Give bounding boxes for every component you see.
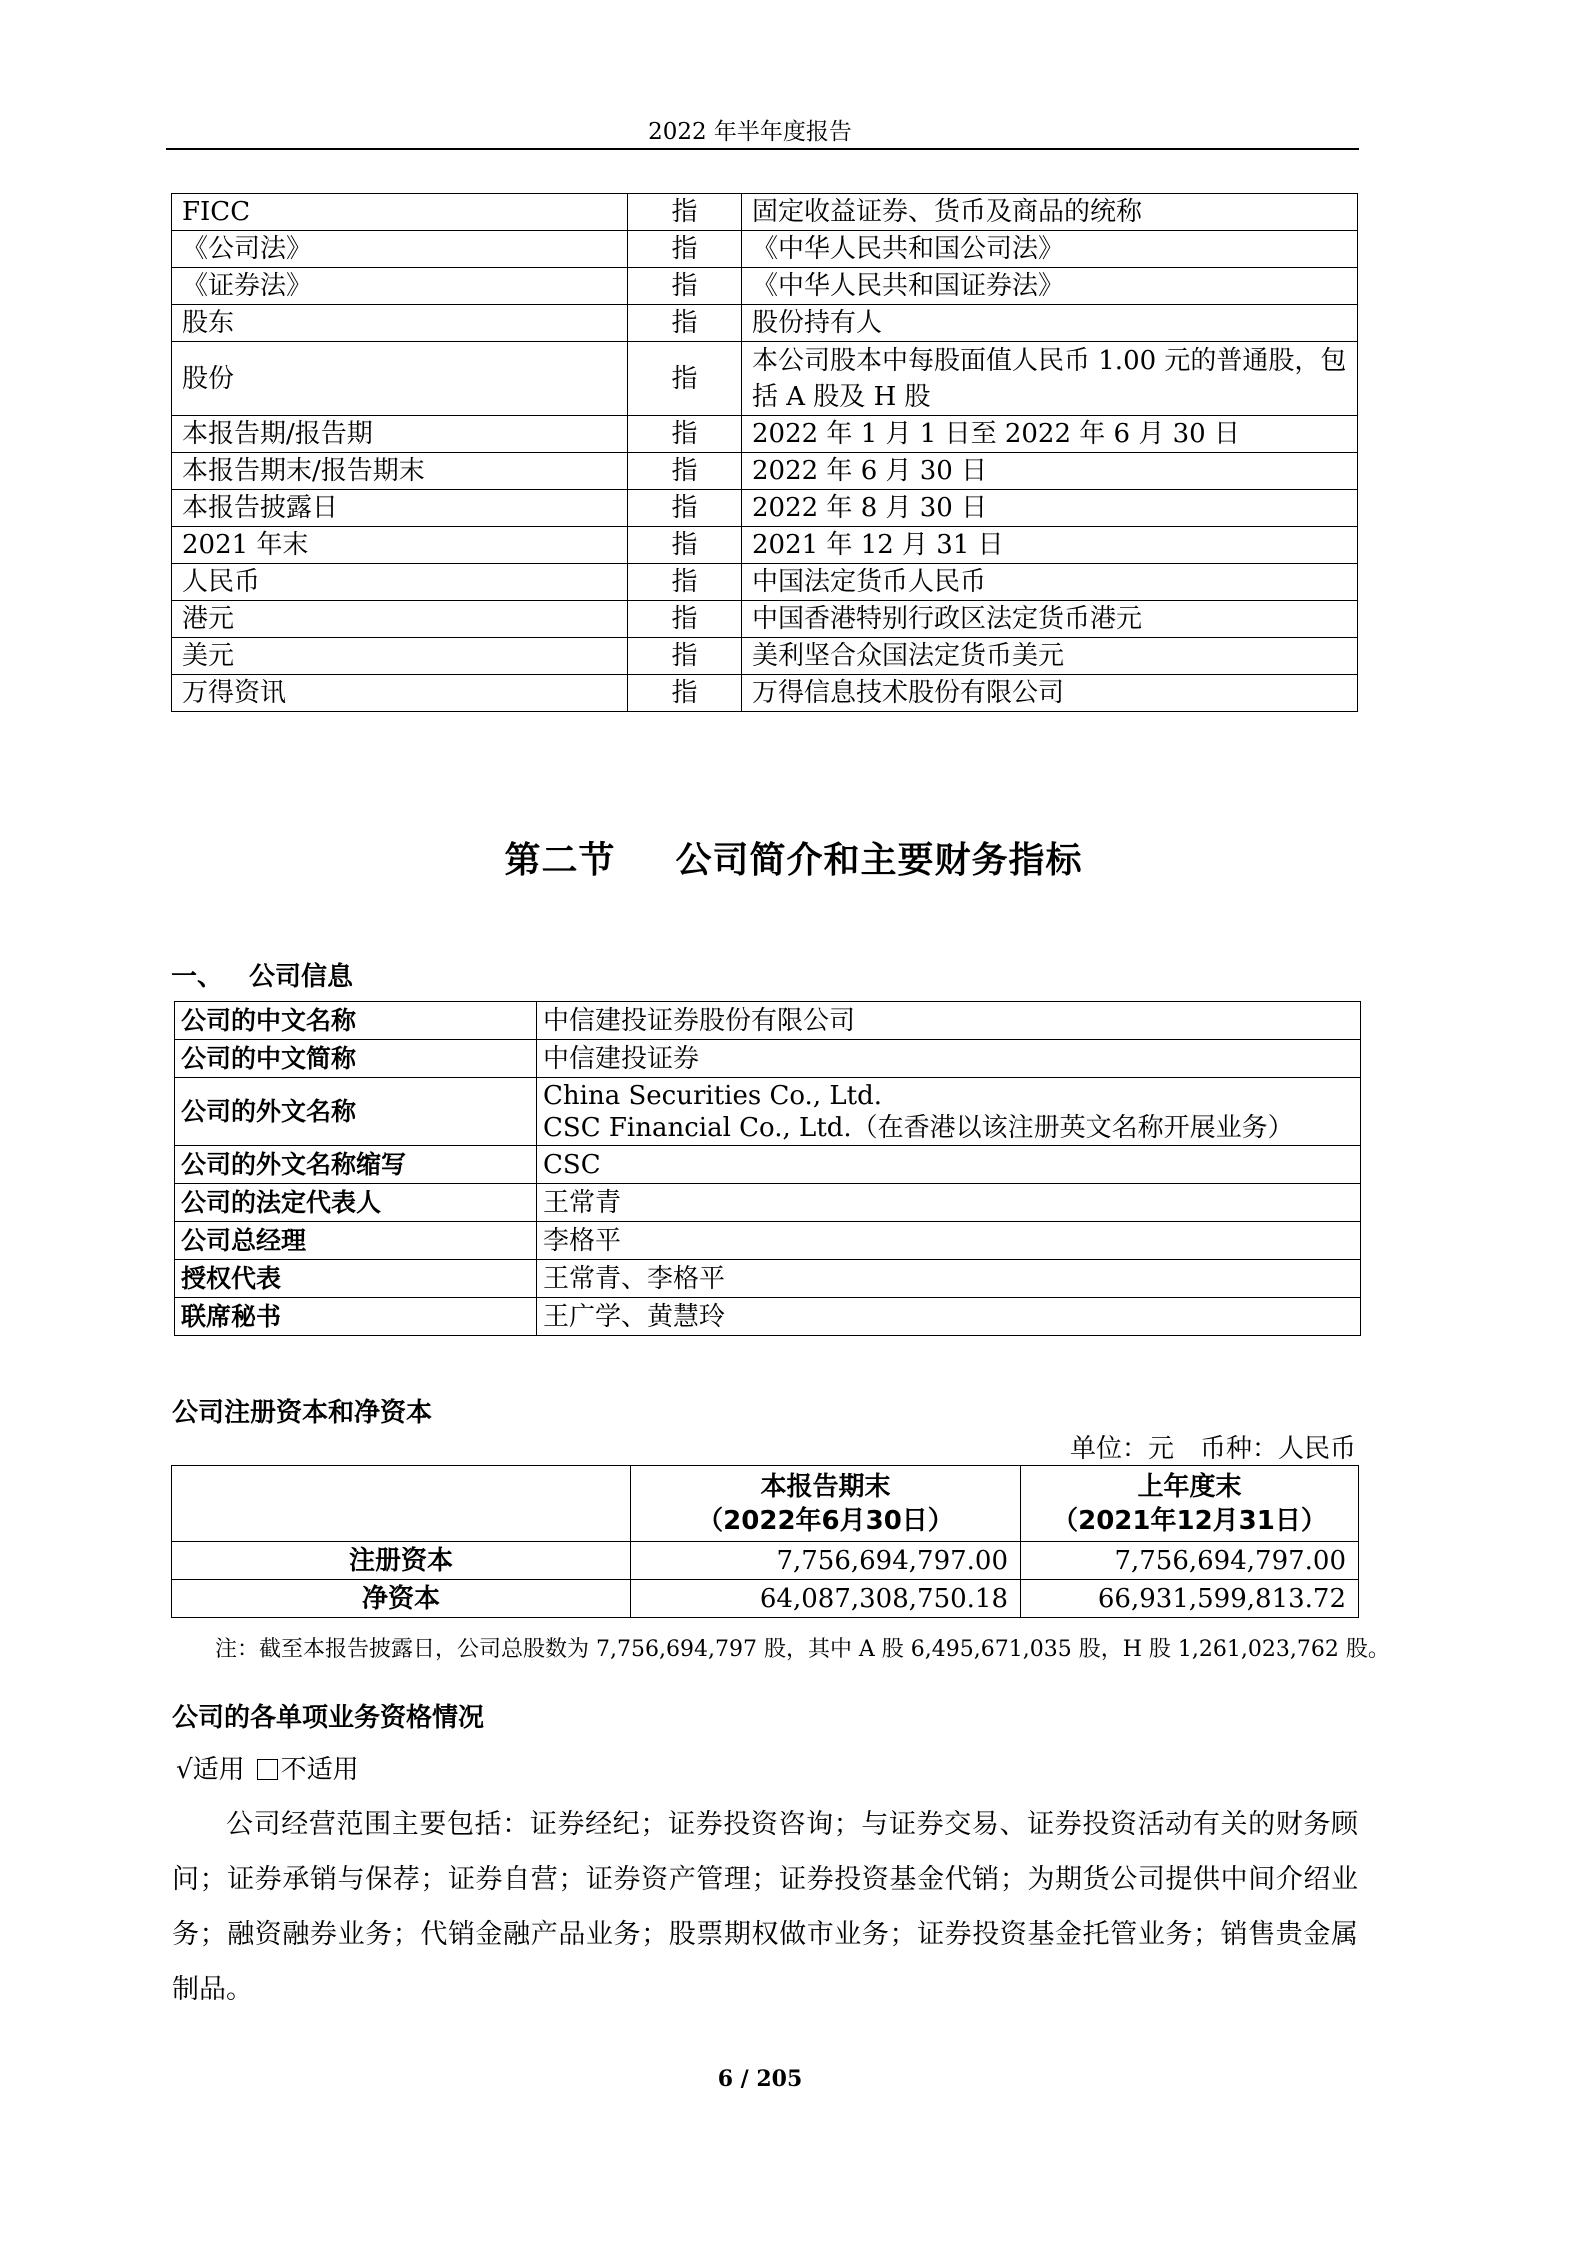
definition-row [172,268,1358,305]
applicability-options [176,1749,359,1786]
definition-row [172,601,1358,638]
info-key: 公司的中文名称 [175,1002,537,1040]
capital-current-value: 64,087,308,750.18 [631,1580,1021,1618]
company-info-row [175,1184,1361,1222]
definition-meaning: 股份持有人 [742,305,1358,342]
section-label: 第二节 [504,840,616,881]
info-value [537,1298,1361,1336]
definition-meaning: 万得信息技术股份有限公司 [742,675,1358,712]
definition-mark: 指 [628,194,742,231]
company-info-row [175,1078,1361,1146]
section-name: 公司简介和主要财务指标 [675,840,1083,881]
definition-meaning: 固定收益证券、货币及商品的统称 [742,194,1358,231]
definition-term: 股份 [172,342,628,416]
section-title [0,832,1587,883]
definition-mark: 指 [628,527,742,564]
company-info-row [175,1222,1361,1260]
capital-header-row [172,1466,1359,1542]
share-count-note: 注：截至本报告披露日，公司总股数为 7,756,694,797 股，其中 A 股 6,495,671,035 股，H 股 1,261,023,762 股。 [215,1637,1390,1662]
company-info-table [174,1001,1361,1336]
info-value-line-2: CSC Financial Co., Ltd.（在香港以该注册英文名称开展业务） [543,1112,1294,1143]
definitions-table [171,193,1358,712]
definition-row [172,453,1358,490]
definition-term: 美元 [172,638,628,675]
definition-meaning: 2022 年 6 月 30 日 [742,453,1358,490]
definition-term: 本报告期/报告期 [172,416,628,453]
applicable-option: √适用 [176,1755,245,1785]
info-value-line: 王常青、李格平 [543,1263,726,1294]
header-divider [166,148,1359,150]
company-info-row [175,1040,1361,1078]
definition-term: 《公司法》 [172,231,628,268]
info-value [537,1078,1361,1146]
definition-meaning: 2021 年 12 月 31 日 [742,527,1358,564]
definition-row [172,564,1358,601]
company-info-row [175,1298,1361,1336]
capital-row-label: 注册资本 [172,1542,631,1580]
definition-row [172,527,1358,564]
info-value-line: 李格平 [543,1225,622,1256]
definition-mark: 指 [628,675,742,712]
info-value-line: 中信建投证券 [543,1043,700,1074]
definition-meaning: 2022 年 1 月 1 日至 2022 年 6 月 30 日 [742,416,1358,453]
info-key: 公司的中文简称 [175,1040,537,1078]
definition-row [172,231,1358,268]
capital-row-label: 净资本 [172,1580,631,1618]
info-value-line: 王广学、黄慧玲 [543,1301,726,1332]
info-value [537,1184,1361,1222]
info-value [537,1002,1361,1040]
prior-year-label: 上年度末 [1137,1471,1242,1502]
definition-mark: 指 [628,231,742,268]
capital-table [171,1465,1359,1618]
page-number: 6 / 205 [717,2066,803,2092]
definition-mark: 指 [628,490,742,527]
definition-term: 港元 [172,601,628,638]
info-value-line: 中信建投证券股份有限公司 [543,1005,856,1036]
definition-mark: 指 [628,638,742,675]
current-period-date: （2022年6月30日） [697,1505,954,1536]
definition-mark: 指 [628,305,742,342]
definition-row [172,194,1358,231]
current-period-header [631,1466,1021,1542]
empty-header-cell [172,1466,631,1542]
definition-meaning: 美利坚合众国法定货币美元 [742,638,1358,675]
definition-mark: 指 [628,601,742,638]
capital-prior-value: 7,756,694,797.00 [1021,1542,1359,1580]
info-key: 公司的法定代表人 [175,1184,537,1222]
info-value [537,1222,1361,1260]
capital-row [172,1580,1359,1618]
info-value-line: 王常青 [543,1187,622,1218]
prior-year-header [1021,1466,1359,1542]
capital-row [172,1542,1359,1580]
company-info-heading [171,956,353,993]
definition-row [172,675,1358,712]
company-info-row [175,1260,1361,1298]
definition-term: 人民币 [172,564,628,601]
definition-mark: 指 [628,342,742,416]
info-value [537,1146,1361,1184]
definition-term: FICC [172,194,628,231]
definition-mark: 指 [628,564,742,601]
info-value [537,1260,1361,1298]
definition-term: 股东 [172,305,628,342]
definition-row [172,638,1358,675]
info-key: 公司的外文名称 [175,1078,537,1146]
definition-term: 本报告披露日 [172,490,628,527]
definition-term: 万得资讯 [172,675,628,712]
business-scope-paragraph: 公司经营范围主要包括：证券经纪；证券投资咨询；与证券交易、证券投资活动有关的财务顾问；证券承销与保荐；证券自营；证券资产管理；证券投资基金代销；为期货公司提供中间介绍业务；融资融券业务；代销金融产品业务；股票期权做市业务；证券投资基金托管业务；销售贵金属制品。 [172,1809,1358,2005]
info-value [537,1040,1361,1078]
unit-label: 单位：元 币种：人民币 [1069,1434,1356,1464]
definition-meaning: 中国法定货币人民币 [742,564,1358,601]
definition-row [172,305,1358,342]
definition-meaning: 本公司股本中每股面值人民币 1.00 元的普通股，包括 A 股及 H 股 [742,342,1358,416]
info-key: 公司的外文名称缩写 [175,1146,537,1184]
definition-row [172,490,1358,527]
definition-mark: 指 [628,453,742,490]
info-key: 联席秘书 [175,1298,537,1336]
capital-heading: 公司注册资本和净资本 [172,1398,433,1428]
info-value-line: China Securities Co., Ltd. [543,1080,882,1111]
info-key: 公司总经理 [175,1222,537,1260]
definition-meaning: 2022 年 8 月 30 日 [742,490,1358,527]
definition-term: 2021 年末 [172,527,628,564]
report-header-title: 2022 年半年度报告 [648,119,852,145]
definition-row [172,416,1358,453]
definition-mark: 指 [628,268,742,305]
checkbox-icon [257,1759,278,1780]
prior-year-date: （2021年12月31日） [1052,1505,1327,1536]
definition-meaning: 中国香港特别行政区法定货币港元 [742,601,1358,638]
definition-mark: 指 [628,416,742,453]
company-info-row [175,1002,1361,1040]
definition-row [172,342,1358,416]
not-applicable-option: 不适用 [280,1755,359,1785]
definition-meaning: 《中华人民共和国公司法》 [742,231,1358,268]
info-value-line: CSC [543,1149,601,1180]
definition-term: 《证券法》 [172,268,628,305]
heading-text: 公司信息 [249,962,354,992]
qualification-heading: 公司的各单项业务资格情况 [172,1703,485,1733]
heading-number: 一、 [171,962,224,992]
company-info-row [175,1146,1361,1184]
info-key: 授权代表 [175,1260,537,1298]
capital-current-value: 7,756,694,797.00 [631,1542,1021,1580]
capital-prior-value: 66,931,599,813.72 [1021,1580,1359,1618]
definition-term: 本报告期末/报告期末 [172,453,628,490]
current-period-label: 本报告期末 [760,1471,891,1502]
definition-meaning: 《中华人民共和国证券法》 [742,268,1358,305]
